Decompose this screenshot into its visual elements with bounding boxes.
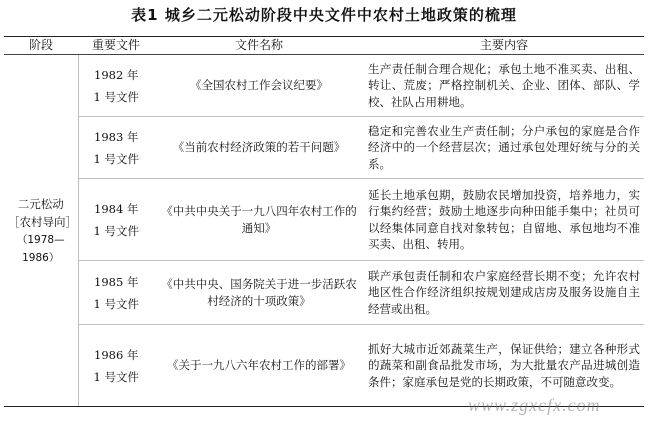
- document-number: 1 号文件: [93, 151, 139, 166]
- document-number: 1 号文件: [93, 296, 139, 311]
- document-name: 《当前农村经济政策的若干问题》: [154, 117, 364, 179]
- document-name: 《中共中央关于一九八四年农村工作的通知》: [154, 179, 364, 261]
- table-title: 表1 城乡二元松动阶段中央文件中农村土地政策的梳理: [131, 6, 517, 24]
- stage-years: （1978—1986）: [16, 233, 65, 264]
- header-stage: 阶段: [4, 37, 78, 55]
- table-row: [4, 261, 644, 325]
- document-cell: [78, 261, 154, 325]
- document-year: 1986 年: [94, 347, 139, 362]
- document-name: 《全国农村工作会议纪要》: [154, 55, 364, 117]
- stage-name: 二元松动: [17, 196, 64, 211]
- policy-table: [4, 36, 644, 407]
- document-cell: [78, 325, 154, 407]
- table-row: [4, 117, 644, 179]
- watermark: www.zgxcfx.com: [468, 395, 601, 415]
- document-year: 1985 年: [94, 274, 139, 289]
- table-row: [4, 179, 644, 261]
- document-cell: [78, 179, 154, 261]
- main-content: 延长土地承包期，鼓励农民增加投资，培养地力，实行集约经营；鼓励土地逐步向种田能手集中；社员可以经集体同意自找对象转包；自留地、承包地均不准买卖、出租、转用。: [364, 179, 644, 261]
- main-content: 稳定和完善农业生产责任制；分户承包的家庭是合作经济中的一个经营层次；通过承包处理好统与分的关系。: [364, 117, 644, 179]
- document-year: 1982 年: [94, 67, 139, 82]
- document-number: 1 号文件: [93, 89, 139, 104]
- stage-cell: [4, 55, 78, 407]
- stage-tag: ［农村导向］: [8, 214, 77, 229]
- main-content: 生产责任制合理合规化；承包土地不准买卖、出租、转让、荒废；严格控制机关、企业、团体、部队、学校、社队占用耕地。: [364, 55, 644, 117]
- document-cell: [78, 55, 154, 117]
- header-document: 重要文件: [78, 37, 154, 55]
- header-document-name: 文件名称: [154, 37, 364, 55]
- document-name: 《关于一九八六年农村工作的部署》: [154, 325, 364, 407]
- main-content: 联产承包责任制和农户家庭经营长期不变；允许农村地区性合作经济组织按规划建成店房及服务设施自主经营或出租。: [364, 261, 644, 325]
- document-number: 1 号文件: [93, 223, 139, 238]
- document-cell: [78, 117, 154, 179]
- header-main-content: 主要内容: [364, 37, 644, 55]
- document-year: 1984 年: [94, 201, 139, 216]
- document-number: 1 号文件: [93, 369, 139, 384]
- header-row: [4, 37, 644, 55]
- table-row: [4, 55, 644, 117]
- document-name: 《中共中央、国务院关于进一步活跃农村经济的十项政策》: [154, 261, 364, 325]
- main-content: 抓好大城市近郊蔬菜生产，保证供给；建立各种形式的蔬菜和副食品批发市场，为大批量农产品进城创造条件；家庭承包是党的长期政策，不可随意改变。: [364, 325, 644, 407]
- document-year: 1983 年: [94, 129, 139, 144]
